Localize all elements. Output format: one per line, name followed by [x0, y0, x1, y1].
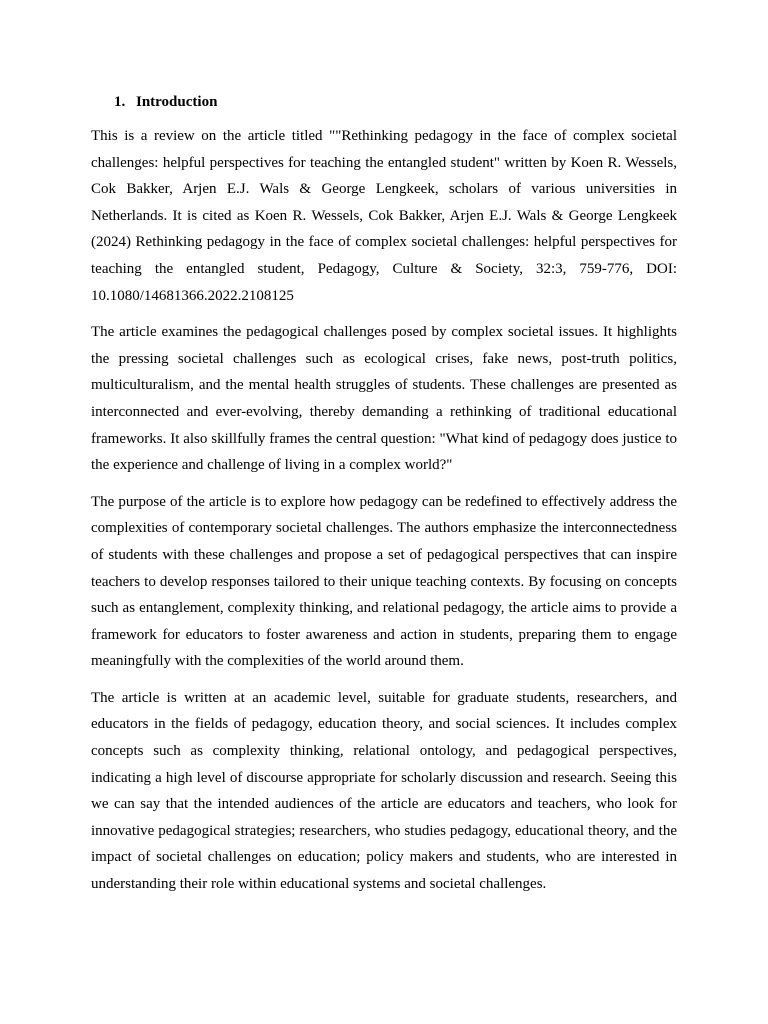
section-number: 1. [114, 94, 126, 110]
paragraph-citation: This is a review on the article titled ""Rethinking pedagogy in the face of complex societal challenges: helpful perspectives for teaching the entangled student" written by Koen R. Wessels, Cok Bakker, Arjen E.J. Wals & George Lengkeek, scholars of various universities in Netherlands. It is cited as Koen R. Wessels, Cok Bakker, Arjen E.J. Wals & George Lengkeek (2024) Rethinking pedagogy in the face of complex societal challenges: helpful perspectives for teaching the entangled student, Pedagogy, Culture & Society, 32:3, 759-776, DOI: 10.1080/14681366.2022.2108125 [91, 128, 677, 304]
section-title: Introduction [136, 94, 218, 110]
paragraph-purpose: The purpose of the article is to explore how pedagogy can be redefined to effectively address the complexities of contemporary societal challenges. The authors emphasize the interconnectedness of students with these challenges and propose a set of pedagogical perspectives that can inspire teachers to develop responses tailored to their unique teaching contexts. By focusing on concepts such as entanglement, complexity thinking, and relational pedagogy, the article aims to provide a framework for educators to foster awareness and action in students, preparing them to engage meaningfully with the complexities of the world around them. [91, 493, 677, 670]
paragraph-audience: The article is written at an academic level, suitable for graduate students, researchers, and educators in the fields of pedagogy, education theory, and social sciences. It includes complex concepts such as complexity thinking, relational ontology, and pedagogical perspectives, indicating a high level of discourse appropriate for scholarly discussion and research. Seeing this we can say that the intended audiences of the article are educators and teachers, who look for innovative pedagogical strategies; researchers, who studies pedagogy, educational theory, and the impact of societal challenges on education; policy makers and students, who are interested in understanding their role within educational systems and societal challenges. [91, 689, 677, 893]
document-body [91, 92, 677, 908]
paragraph-overview: The article examines the pedagogical challenges posed by complex societal issues. It highlights the pressing societal challenges such as ecological crises, fake news, post-truth politics, multiculturalism, and the mental health struggles of students. These challenges are presented as interconnected and ever-evolving, thereby demanding a rethinking of traditional educational frameworks. It also skillfully frames the central question: "What kind of pedagogy does justice to the experience and challenge of living in a complex world?" [91, 324, 677, 474]
section-heading [114, 92, 677, 112]
